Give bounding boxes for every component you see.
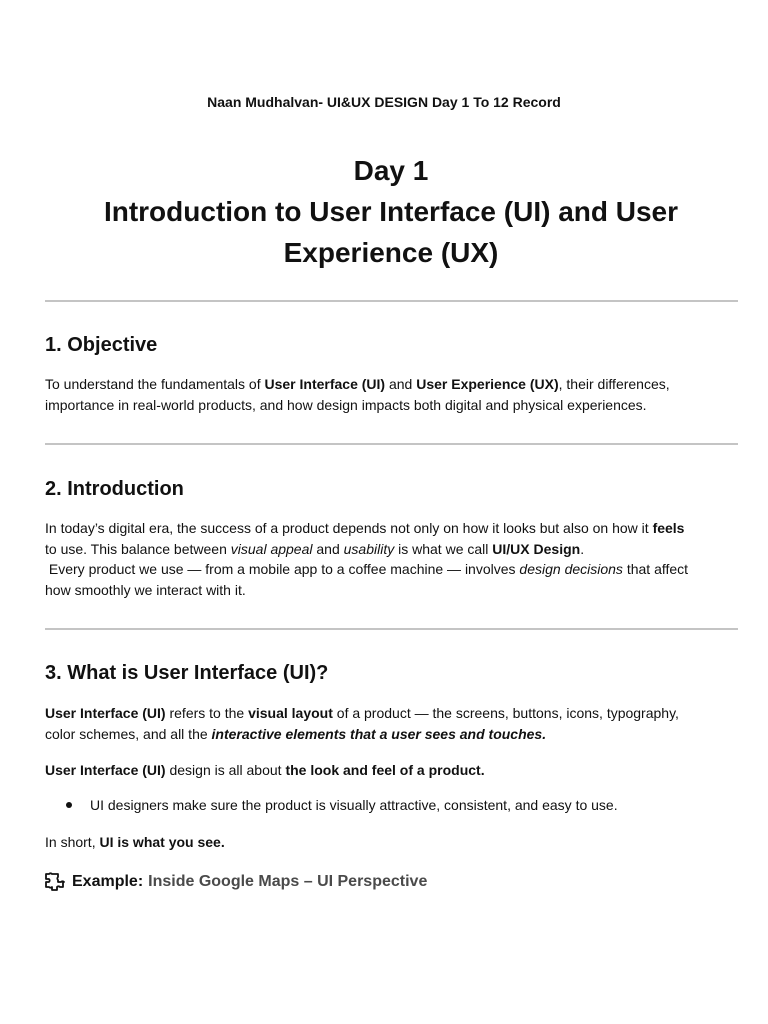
- divider: [45, 300, 738, 302]
- bullet-text: UI designers make sure the product is visually attractive, consistent, and easy to use.: [90, 797, 618, 813]
- text-run: Every product we use — from a mobile app to a coffee machine — involves: [45, 561, 520, 577]
- introduction-paragraph: [45, 518, 740, 600]
- record-header: Naan Mudhalvan- UI&UX DESIGN Day 1 To 12 Record: [207, 94, 561, 110]
- what-is-ui-heading: 3. What is User Interface (UI)?: [45, 662, 329, 684]
- objective-heading: 1. Objective: [45, 334, 158, 356]
- text-run: how smoothly we interact with it.: [45, 581, 246, 598]
- bold-italic-run: interactive elements that a user sees and touches.: [211, 725, 547, 742]
- italic-run: design decisions: [519, 561, 623, 577]
- bold-run: User Interface (UI): [264, 376, 386, 392]
- bold-run: feels: [652, 520, 685, 536]
- ui-design-paragraph: [45, 760, 740, 781]
- divider: [45, 443, 738, 445]
- text-run: In today’s digital era, the success of a product depends not only on how it looks but also on how it: [45, 520, 653, 536]
- bold-run: User Interface (UI): [45, 762, 166, 778]
- italic-run: visual appeal: [230, 540, 313, 557]
- text-run: design is all about: [165, 762, 286, 778]
- example-label: Example:: [72, 873, 144, 890]
- text-run: refers to the: [165, 705, 249, 721]
- puzzle-icon: [45, 872, 65, 892]
- text-run: of a product — the screens, buttons, icons, typography,: [332, 705, 679, 721]
- text-run: that affect: [622, 561, 689, 577]
- example-heading: [45, 872, 427, 892]
- text-run: is what we call: [394, 540, 493, 557]
- example-title: Inside Google Maps – UI Perspective: [148, 873, 428, 890]
- text-run: color schemes, and all the: [45, 725, 212, 742]
- ui-definition-paragraph: [45, 703, 740, 744]
- bold-run: the look and feel of a product.: [285, 762, 485, 778]
- title-line-1: Introduction to User Interface (UI) and User: [103, 196, 679, 227]
- bold-run: User Experience (UX): [416, 376, 559, 392]
- page-title: [40, 150, 742, 273]
- title-day: Day 1: [353, 155, 429, 186]
- text-run: importance in real-world products, and how design impacts both digital and physical experiences.: [45, 396, 647, 413]
- text-run: and: [312, 540, 344, 557]
- list-item: [66, 795, 618, 815]
- text-run: to use. This balance between: [45, 540, 231, 557]
- text-run: and: [385, 376, 417, 392]
- bold-run: UI is what you see.: [99, 834, 225, 850]
- bold-run: User Interface (UI): [45, 705, 166, 721]
- introduction-heading: 2. Introduction: [45, 478, 184, 500]
- objective-paragraph: [45, 374, 740, 415]
- bullet-icon: [66, 802, 72, 808]
- bold-run: UI/UX Design: [492, 540, 581, 557]
- text-run: , their differences,: [558, 376, 670, 392]
- text-run: To understand the fundamentals of: [45, 376, 265, 392]
- italic-run: usability: [343, 540, 395, 557]
- bold-run: visual layout: [248, 705, 333, 721]
- divider: [45, 628, 738, 630]
- text-run: .: [580, 540, 585, 557]
- text-run: In short,: [45, 834, 100, 850]
- title-line-2: Experience (UX): [283, 237, 499, 268]
- ui-summary-paragraph: [45, 832, 740, 853]
